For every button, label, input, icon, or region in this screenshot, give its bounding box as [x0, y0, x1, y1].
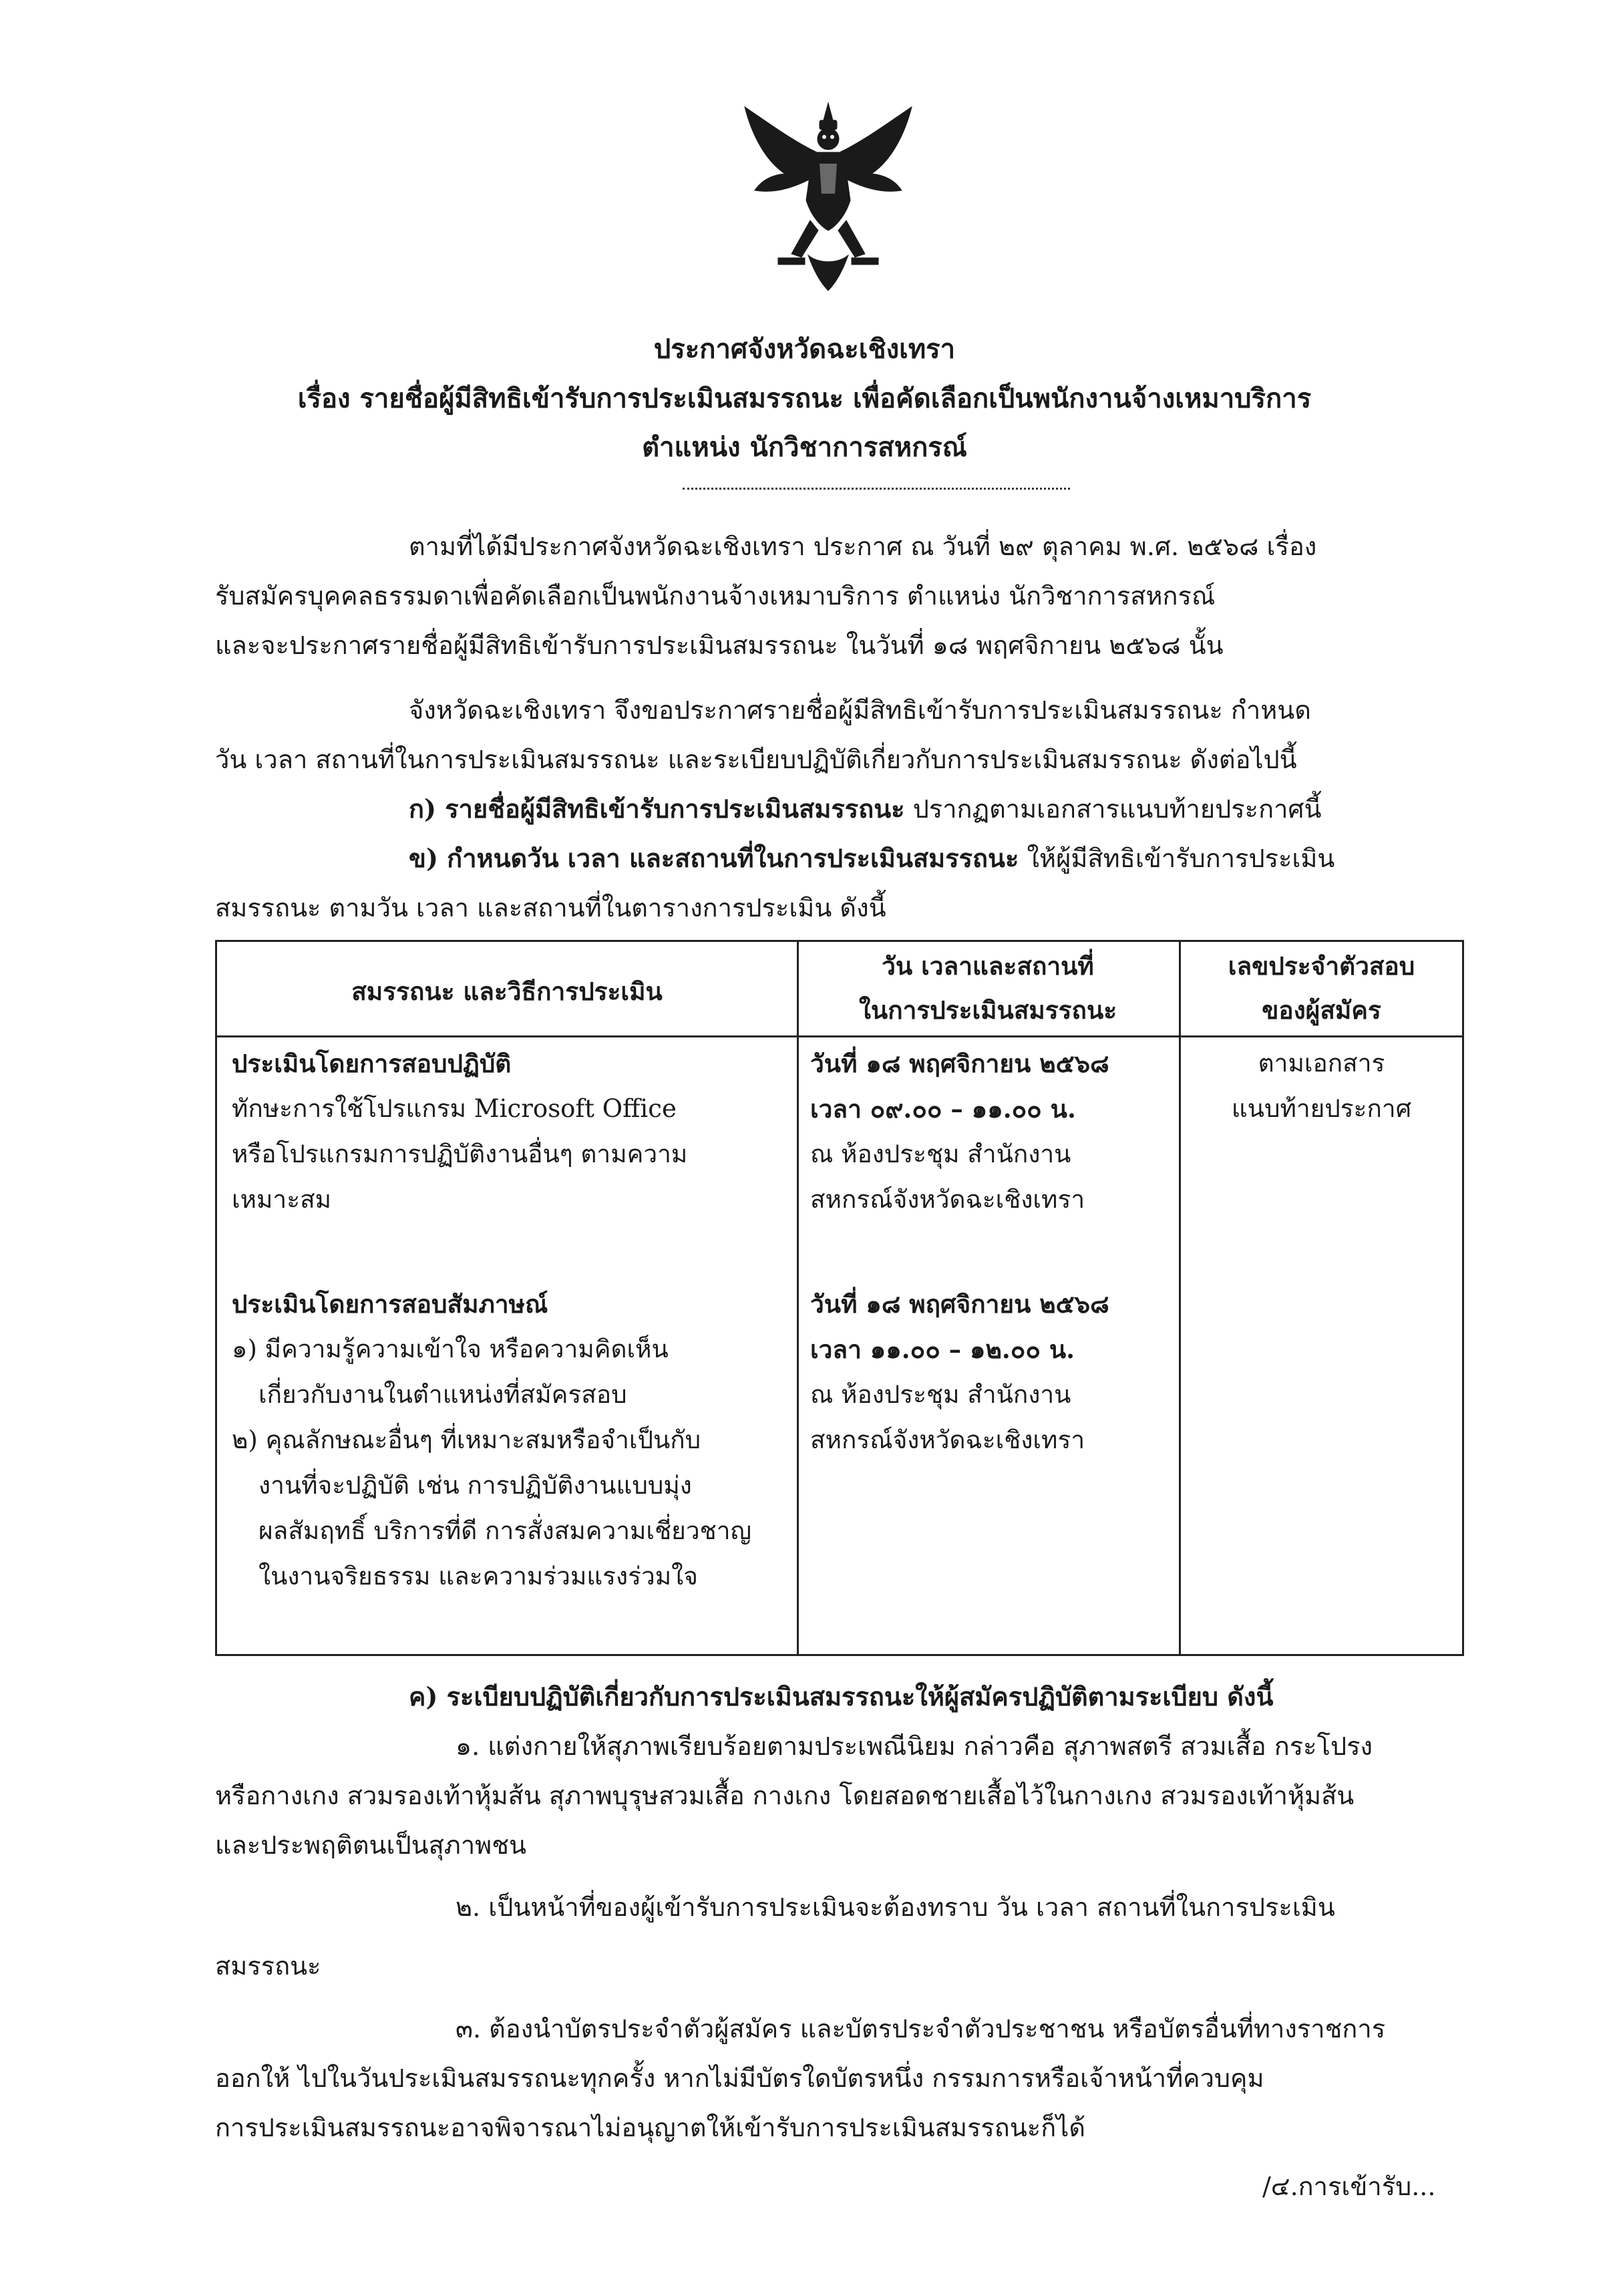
announcement-header: ประกาศจังหวัดฉะเชิงเทรา [653, 333, 956, 365]
item-b [409, 842, 1334, 875]
announce-line-1: จังหวัดฉะเชิงเทรา จึงขอประกาศรายชื่อผู้มีสิทธิเข้ารับการประเมินสมรรถนะ กำหนด [409, 695, 1311, 725]
rule-3-line-3: การประเมินสมรรถนะอาจพิจารณาไม่อนุญาตให้เข้ารับการประเมินสมรรถนะก็ได้ [215, 2113, 1086, 2142]
table-header-divider [217, 1035, 1462, 1037]
practical-title: ประเมินโดยการสอบปฏิบัติ [232, 1049, 512, 1078]
interview-date: วันที่ ๑๘ พฤศจิกายน ๒๕๖๘ [810, 1289, 1109, 1319]
rule-1-line-1: ๑. แต่งกายให้สุภาพเรียบร้อยตามประเพณีนิยม กล่าวคือ สุภาพสตรี สวมเสื้อ กระโปรง [456, 1732, 1373, 1761]
practical-date: วันที่ ๑๘ พฤศจิกายน ๒๕๖๘ [810, 1049, 1109, 1078]
rule-3-line-1: ๓. ต้องนำบัตรประจำตัวผู้สมัคร และบัตรประจำตัวประชาชน หรือบัตรอื่นที่ทางราชการ [456, 2014, 1386, 2043]
header-datetime-l2: ในการประเมินสมรรถนะ [858, 995, 1117, 1025]
title-divider [683, 488, 1070, 490]
interview-desc-3: ๒) คุณลักษณะอื่นๆ ที่เหมาะสมหรือจำเป็นกับ [232, 1426, 701, 1454]
item-a-text: ปรากฏตามเอกสารแนบท้ายประกาศนี้ [904, 794, 1322, 824]
header-competency: สมรรถนะ และวิธีการประเมิน [351, 977, 663, 1006]
interview-desc-5: ผลสัมฤทธิ์ บริการที่ดี การสั่งสมความเชี่ยวชาญ [258, 1516, 752, 1545]
interview-desc-6: ในงานจริยธรรม และความร่วมแรงร่วมใจ [258, 1562, 698, 1591]
announce-line-2: วัน เวลา สถานที่ในการประเมินสมรรถนะ และระเบียบปฏิบัติเกี่ยวกับการประเมินสมรรถนะ ดังต่อไปนี้ [215, 745, 1297, 774]
table-divider-col-2 [797, 942, 799, 1654]
interview-title: ประเมินโดยการสอบสัมภาษณ์ [232, 1289, 548, 1319]
practical-place-1: ณ ห้องประชุม สำนักงาน [810, 1140, 1071, 1168]
interview-place-1: ณ ห้องประชุม สำนักงาน [810, 1380, 1071, 1409]
interview-place-2: สหกรณ์จังหวัดฉะเชิงเทรา [810, 1426, 1085, 1454]
intro-line-3: และจะประกาศรายชื่อผู้มีสิทธิเข้ารับการประเมินสมรรถนะ ในวันที่ ๑๘ พฤศจิกายน ๒๕๖๘ นั้น [215, 631, 1224, 660]
interview-desc-2: เกี่ยวกับงานในตำแหน่งที่สมัครสอบ [258, 1380, 627, 1409]
practical-place-2: สหกรณ์จังหวัดฉะเชิงเทรา [810, 1185, 1085, 1214]
rule-2-line-2: สมรรถนะ [215, 1951, 321, 1981]
exam-id-l2: แนบท้ายประกาศ [1231, 1094, 1412, 1123]
header-examid-l2: ของผู้สมัคร [1262, 995, 1381, 1025]
rule-2-line-1: ๒. เป็นหน้าที่ของผู้เข้ารับการประเมินจะต้องทราบ วัน เวลา สถานที่ในการประเมิน [456, 1893, 1335, 1922]
interview-desc-1: ๑) มีความรู้ความเข้าใจ หรือความคิดเห็น [232, 1335, 669, 1363]
item-b-title: ข) กำหนดวัน เวลา และสถานที่ในการประเมินสมรรถนะ [409, 843, 1019, 873]
rule-1-line-3: และประพฤติตนเป็นสุภาพชน [215, 1830, 527, 1860]
assessment-table [215, 940, 1464, 1656]
item-a-title: ก) รายชื่อผู้มีสิทธิเข้ารับการประเมินสมรรถนะ [409, 794, 905, 824]
interview-time: เวลา ๑๑.๐๐ – ๑๒.๐๐ น. [810, 1335, 1075, 1364]
interview-desc-4: งานที่จะปฏิบัติ เช่น การปฏิบัติงานแบบมุ่ง [258, 1471, 692, 1500]
announcement-subject: เรื่อง รายชื่อผู้มีสิทธิเข้ารับการประเมินสมรรถนะ เพื่อคัดเลือกเป็นพนักงานจ้างเหมาบริการ [297, 383, 1312, 414]
rule-1-line-2: หรือกางเกง สวมรองเท้าหุ้มส้น สุภาพบุรุษสวมเสื้อ กางเกง โดยสอดชายเสื้อไว้ในกางเกง สวมรองเท้าหุ้มส้น [215, 1781, 1355, 1810]
practical-desc-2: หรือโปรแกรมการปฏิบัติงานอื่นๆ ตามความ [232, 1140, 688, 1168]
practical-desc-1: ทักษะการใช้โปรแกรม Microsoft Office [232, 1094, 677, 1123]
item-b-line-2: สมรรถนะ ตามวัน เวลา และสถานที่ในตารางการประเมิน ดังนี้ [215, 893, 886, 923]
continuation-marker: /๔.การเข้ารับ... [1262, 2172, 1436, 2201]
exam-id-l1: ตามเอกสาร [1258, 1049, 1385, 1078]
header-datetime-l1: วัน เวลาและสถานที่ [882, 951, 1094, 981]
garuda-emblem-icon [738, 100, 918, 294]
practical-time: เวลา ๐๙.๐๐ – ๑๑.๐๐ น. [810, 1094, 1076, 1124]
intro-line-2: รับสมัครบุคคลธรรมดาเพื่อคัดเลือกเป็นพนักงานจ้างเหมาบริการ ตำแหน่ง นักวิชาการสหกรณ์ [215, 581, 1216, 611]
rule-3-line-2: ออกให้ ไปในวันประเมินสมรรถนะทุกครั้ง หากไม่มีบัตรใดบัตรหนึ่ง กรรมการหรือเจ้าหน้าที่ควบคุม [215, 2064, 1264, 2093]
header-examid-l1: เลขประจำตัวสอบ [1228, 951, 1415, 981]
intro-line-1: ตามที่ได้มีประกาศจังหวัดฉะเชิงเทรา ประกาศ ณ วันที่ ๒๙ ตุลาคม พ.ศ. ๒๕๖๘ เรื่อง [409, 532, 1317, 561]
item-a [409, 792, 1322, 826]
item-b-text: ให้ผู้มีสิทธิเข้ารับการประเมิน [1019, 844, 1335, 873]
practical-desc-3: เหมาะสม [232, 1185, 332, 1214]
item-c-title: ค) ระเบียบปฏิบัติเกี่ยวกับการประเมินสมรรถนะให้ผู้สมัครปฏิบัติตามระเบียบ ดังนี้ [409, 1681, 1274, 1711]
announcement-position: ตำแหน่ง นักวิชาการสหกรณ์ [642, 432, 967, 463]
